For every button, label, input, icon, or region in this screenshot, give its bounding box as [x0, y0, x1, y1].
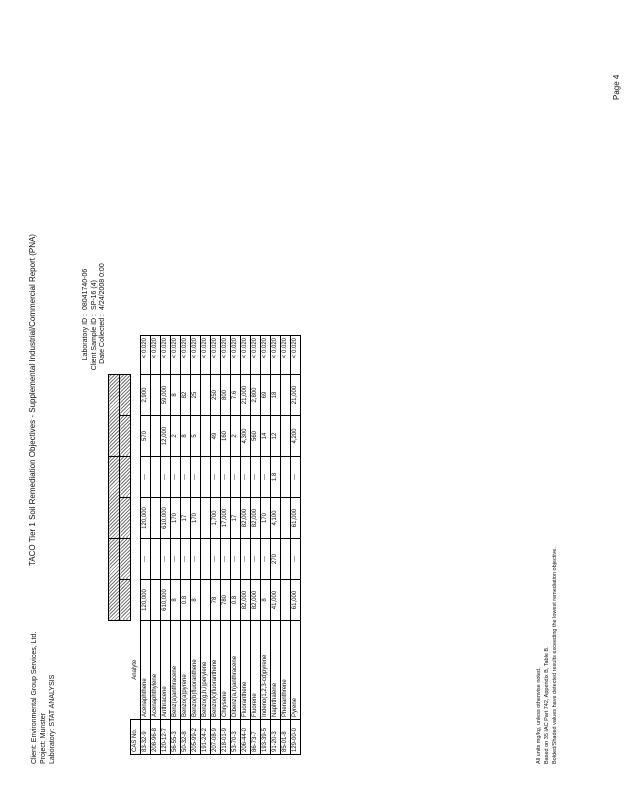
result-cell: < 0.020	[191, 336, 201, 375]
objective-cell: ---	[211, 539, 221, 580]
objective-cell: 61,000	[291, 498, 301, 539]
objective-cell: 49	[211, 416, 221, 457]
objective-cell: 82	[181, 375, 191, 416]
objective-cell: 8	[181, 416, 191, 457]
table-row	[221, 336, 231, 755]
result-cell: < 0.020	[251, 336, 261, 375]
client-line: Client: Environmental Group Services, Ltd.	[31, 631, 38, 764]
objective-cell: 21,000	[241, 375, 251, 416]
objective-cell: 78	[211, 580, 221, 621]
objective-cell	[201, 457, 211, 498]
objective-cell: ---	[181, 539, 191, 580]
objective-cell: ---	[251, 539, 261, 580]
cas-cell: 120-12-7	[161, 720, 171, 755]
objective-cell	[281, 580, 291, 621]
objective-cell: ---	[171, 539, 181, 580]
objective-cell	[151, 375, 161, 416]
report-title: TACO Tier 1 Soil Remediation Objectives - Supplemental Industrial/Commercial Report (PNA)	[28, 234, 37, 566]
objective-cell: ---	[241, 457, 251, 498]
objective-cell: 170	[191, 498, 201, 539]
lab-info-label: Date Collected :	[99, 314, 106, 364]
result-cell: < 0.020	[201, 336, 211, 375]
analyte-cell: Acenaphthylene	[151, 621, 161, 720]
objective-cell: 7.6	[231, 375, 241, 416]
table-row	[191, 336, 201, 755]
objective-cell: 0.8	[231, 580, 241, 621]
objective-cell: ---	[261, 457, 271, 498]
objective-cell	[201, 580, 211, 621]
objective-cell	[281, 457, 291, 498]
table-row	[171, 336, 181, 755]
table-row	[281, 336, 291, 755]
lab-info-value: 4/24/2008 0:00	[99, 263, 106, 310]
objective-cell: ---	[291, 457, 301, 498]
objective-cell: 82,000	[251, 498, 261, 539]
header-cell-hatched	[120, 416, 131, 457]
footnote: Based on 35 IAC Part 742, Appendix B, Table B.	[544, 646, 550, 764]
header-group-hatched	[109, 457, 120, 539]
cas-cell: 86-73-7	[251, 720, 261, 755]
table-row	[201, 336, 211, 755]
lab-info-row	[91, 263, 100, 380]
objective-cell	[281, 375, 291, 416]
lab-info-value: SP-16 (4)	[90, 280, 98, 310]
objective-cell	[201, 498, 211, 539]
cas-cell: 205-99-2	[191, 720, 201, 755]
objective-cell: 250	[211, 375, 221, 416]
objective-cell: 41,000	[271, 580, 281, 621]
header-cell-hatched	[120, 498, 131, 539]
table-row	[141, 336, 151, 755]
client-info-block	[30, 632, 57, 764]
objective-cell	[151, 498, 161, 539]
analyte-cell: Phenanthrene	[281, 621, 291, 720]
lab-info-value: 08041740-06	[82, 268, 89, 310]
objective-cell: ---	[161, 539, 171, 580]
objective-cell: ---	[171, 457, 181, 498]
objective-cell: 2,900	[141, 375, 151, 416]
objective-cell	[151, 416, 161, 457]
table-row	[241, 336, 251, 755]
header-cell-hatched	[120, 539, 131, 580]
objective-cell: 8	[261, 580, 271, 621]
objective-cell	[281, 498, 291, 539]
objective-cell: 4,200	[291, 416, 301, 457]
objective-cell: 2	[231, 416, 241, 457]
header-cell-hatched	[120, 580, 131, 621]
table-row	[271, 336, 281, 755]
objective-cell: 2,800	[251, 375, 261, 416]
objective-cell: ---	[181, 457, 191, 498]
table-row	[161, 336, 171, 755]
objective-cell: ---	[211, 457, 221, 498]
objective-cell: ---	[291, 539, 301, 580]
objective-cell: 61,000	[291, 580, 301, 621]
objective-cell: ---	[241, 539, 251, 580]
objective-cell: 17,000	[221, 498, 231, 539]
cas-cell: 193-39-5	[261, 720, 271, 755]
objective-cell: 0.8	[181, 580, 191, 621]
table-hatched-header-row	[109, 336, 120, 755]
footnotes	[535, 547, 559, 764]
table-row	[251, 336, 261, 755]
objective-cell: 82,000	[241, 580, 251, 621]
table-row	[261, 336, 271, 755]
objective-cell: 25	[191, 375, 201, 416]
objective-cell: ---	[221, 539, 231, 580]
objective-cell: ---	[191, 539, 201, 580]
objective-cell: 120,000	[141, 580, 151, 621]
objective-cell	[281, 416, 291, 457]
objective-cell: 1.8	[271, 457, 281, 498]
header-cell-hatched	[120, 375, 131, 416]
objective-cell: ---	[231, 457, 241, 498]
result-cell: < 0.020	[141, 336, 151, 375]
result-cell: < 0.020	[161, 336, 171, 375]
table-row	[211, 336, 221, 755]
objective-cell: 270	[271, 539, 281, 580]
cas-cell: 208-96-8	[151, 720, 161, 755]
table-row	[291, 336, 301, 755]
objective-cell: 800	[221, 375, 231, 416]
objective-cell: ---	[161, 457, 171, 498]
table-column-header-row	[131, 336, 141, 755]
cas-header: CAS No.	[131, 720, 141, 755]
objective-cell: 1,700	[211, 498, 221, 539]
table-row	[231, 336, 241, 755]
analyte-cell: Fluoranthene	[241, 621, 251, 720]
analyte-cell: Indeno(1,2,3-cd)pyrene	[261, 621, 271, 720]
analyte-cell: Dibenz(a,h)anthracene	[231, 621, 241, 720]
objective-cell: ---	[141, 539, 151, 580]
footnote: All units mg/kg, unless otherwise noted.	[536, 667, 542, 764]
footnote: Bolded/Shaded values have detected results exceeding the lowest remediation objective.	[552, 547, 558, 764]
result-cell: < 0.020	[291, 336, 301, 375]
header-group-hatched	[109, 375, 120, 457]
objective-cell	[201, 375, 211, 416]
analyte-cell: Chrysene	[221, 621, 231, 720]
objective-cell: 12,000	[161, 416, 171, 457]
objective-cell	[151, 539, 161, 580]
cas-cell: 191-24-2	[201, 720, 211, 755]
table-hatched-header-row	[120, 336, 131, 755]
objective-cell: 59,000	[161, 375, 171, 416]
analyte-cell: Fluorene	[251, 621, 261, 720]
lab-info-label: Laboratory ID :	[82, 314, 89, 361]
cas-cell: 207-08-9	[211, 720, 221, 755]
objective-cell: ---	[141, 457, 151, 498]
result-cell: < 0.020	[181, 336, 191, 375]
result-cell: < 0.020	[261, 336, 271, 375]
objective-cell: 8	[191, 580, 201, 621]
table-row	[181, 336, 191, 755]
header-group-hatched	[109, 539, 120, 621]
objective-cell: 570	[141, 416, 151, 457]
objective-cell: 560	[251, 416, 261, 457]
objective-cell: 4,300	[241, 416, 251, 457]
objective-cell: 610,000	[161, 580, 171, 621]
cas-cell: 129-00-0	[291, 720, 301, 755]
cas-cell: 91-20-3	[271, 720, 281, 755]
result-cell: < 0.020	[271, 336, 281, 375]
objective-cell: ---	[221, 457, 231, 498]
objective-cell: ---	[191, 457, 201, 498]
objective-cell: 82,000	[241, 498, 251, 539]
objective-cell: 610,000	[161, 498, 171, 539]
analyte-cell: Anthracene	[161, 621, 171, 720]
cas-cell: 56-55-3	[171, 720, 181, 755]
cas-cell: 206-44-0	[241, 720, 251, 755]
analyte-cell: Benz(a)anthracene	[171, 621, 181, 720]
objective-cell: 18	[271, 375, 281, 416]
cas-cell: 50-32-8	[181, 720, 191, 755]
objective-cell: ---	[251, 457, 261, 498]
objective-cell: 5	[191, 416, 201, 457]
objective-cell: 12	[271, 416, 281, 457]
header-cell-hatched	[120, 457, 131, 498]
result-cell: < 0.020	[171, 336, 181, 375]
objective-cell: 780	[221, 580, 231, 621]
lab-info-block	[82, 263, 108, 380]
result-cell: < 0.020	[281, 336, 291, 375]
objective-cell	[281, 539, 291, 580]
cas-cell: 83-32-9	[141, 720, 151, 755]
cas-cell: 85-01-8	[281, 720, 291, 755]
objective-cell: 2	[171, 416, 181, 457]
lab-info-row	[82, 263, 91, 380]
objective-cell: 14	[261, 416, 271, 457]
objective-cell: 8	[171, 580, 181, 621]
analyte-header: Analyte	[131, 659, 138, 680]
analyte-cell: Benzo(a)pyrene	[181, 621, 191, 720]
analyte-cell: Naphthalene	[271, 621, 281, 720]
page-number: Page 4	[612, 74, 621, 100]
objective-cell: 170	[261, 498, 271, 539]
objective-cell: 120,000	[141, 498, 151, 539]
objective-cell: 82,000	[251, 580, 261, 621]
objective-cell	[151, 457, 161, 498]
objective-cell: 160	[221, 416, 231, 457]
objective-cell: 4,100	[271, 498, 281, 539]
lab-info-row	[99, 263, 108, 380]
table-row	[151, 336, 161, 755]
objective-cell: 17	[181, 498, 191, 539]
objective-cell: ---	[231, 539, 241, 580]
results-table-body	[141, 336, 301, 755]
analyte-cell: Pyrene	[291, 621, 301, 720]
laboratory-line: Laboratory: STAT ANALYSIS	[49, 674, 56, 764]
objective-cell: 17	[231, 498, 241, 539]
objective-cell: 8	[171, 375, 181, 416]
result-cell: < 0.020	[211, 336, 221, 375]
project-line: Project: Munster	[40, 713, 47, 764]
cas-cell: 53-70-3	[231, 720, 241, 755]
result-cell: < 0.020	[231, 336, 241, 375]
analyte-cell: Benzo(g,h,i)perylene	[201, 621, 211, 720]
cas-cell: 218-01-9	[221, 720, 231, 755]
objective-cell	[151, 580, 161, 621]
analyte-cell: Acenaphthene	[141, 621, 151, 720]
objective-cell: 170	[171, 498, 181, 539]
objective-cell: 69	[261, 375, 271, 416]
objective-cell	[201, 416, 211, 457]
result-cell: < 0.020	[151, 336, 161, 375]
objective-cell: ---	[261, 539, 271, 580]
analyte-cell: Benzo(b)fluoranthene	[191, 621, 201, 720]
result-cell: < 0.020	[221, 336, 231, 375]
results-table	[108, 335, 301, 755]
objective-cell: 21,000	[291, 375, 301, 416]
objective-cell	[201, 539, 211, 580]
analyte-cell: Benzo(k)fluoranthene	[211, 621, 221, 720]
result-cell: < 0.020	[241, 336, 251, 375]
lab-info-label: Client Sample ID :	[90, 314, 98, 371]
